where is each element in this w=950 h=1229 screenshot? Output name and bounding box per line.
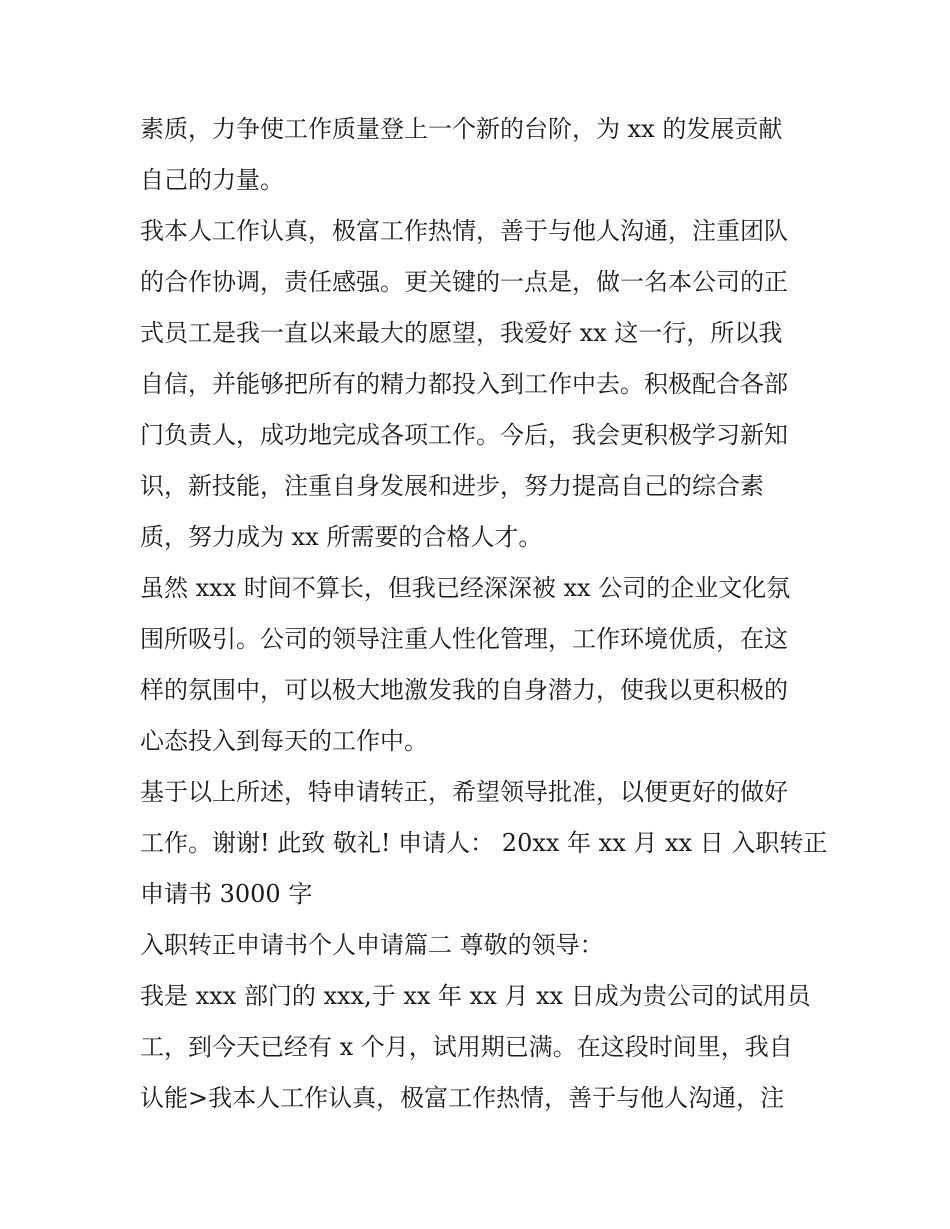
text-line: 工，到今天已经有 x 个月，试用期已满。在这段时间里，我自: [140, 1033, 793, 1061]
text-line: 虽然 xxx 时间不算长，但我已经深深被 xx 公司的企业文化氛: [140, 574, 791, 602]
text-line: 围所吸引。公司的领导注重人性化管理，工作环境优质，在这: [140, 625, 788, 653]
text-line: 认能>我本人工作认真，极富工作热情，善于与他人沟通，注: [140, 1084, 785, 1112]
document-body: [140, 104, 828, 1124]
text-line: 我是 xxx 部门的 xxx,于 xx 年 xx 月 xx 日成为贵公司的试用员: [140, 982, 811, 1010]
text-line: 的合作协调，责任感强。更关键的一点是，做一名本公司的正: [140, 268, 788, 296]
text-line: 入职转正申请书个人申请篇二 尊敬的领导：: [140, 931, 604, 959]
text-line: 识，新技能，注重自身发展和进步，努力提高自己的综合素: [140, 472, 764, 500]
text-line: 素质，力争使工作质量登上一个新的台阶，为 xx 的发展贡献: [140, 115, 783, 143]
text-line: 工作。谢谢! 此致 敬礼! 申请人： 20xx 年 xx 月 xx 日 入职转正: [140, 829, 828, 857]
text-line: 申请书 3000 字: [140, 880, 313, 908]
text-line: 心态投入到每天的工作中。: [140, 727, 428, 755]
text-line: 式员工是我一直以来最大的愿望，我爱好 xx 这一行，所以我: [140, 319, 783, 347]
text-line: 门负责人，成功地完成各项工作。今后，我会更积极学习新知: [140, 421, 788, 449]
text-line: 自信，并能够把所有的精力都投入到工作中去。积极配合各部: [140, 370, 788, 398]
text-line: 基于以上所述，特申请转正，希望领导批准，以便更好的做好: [140, 778, 788, 806]
text-line: 样的氛围中，可以极大地激发我的自身潜力，使我以更积极的: [140, 676, 788, 704]
text-line: 质，努力成为 xx 所需要的合格人才。: [140, 523, 543, 551]
text-line: 自己的力量。: [140, 166, 284, 194]
text-line: 我本人工作认真，极富工作热情，善于与他人沟通，注重团队: [140, 217, 788, 245]
